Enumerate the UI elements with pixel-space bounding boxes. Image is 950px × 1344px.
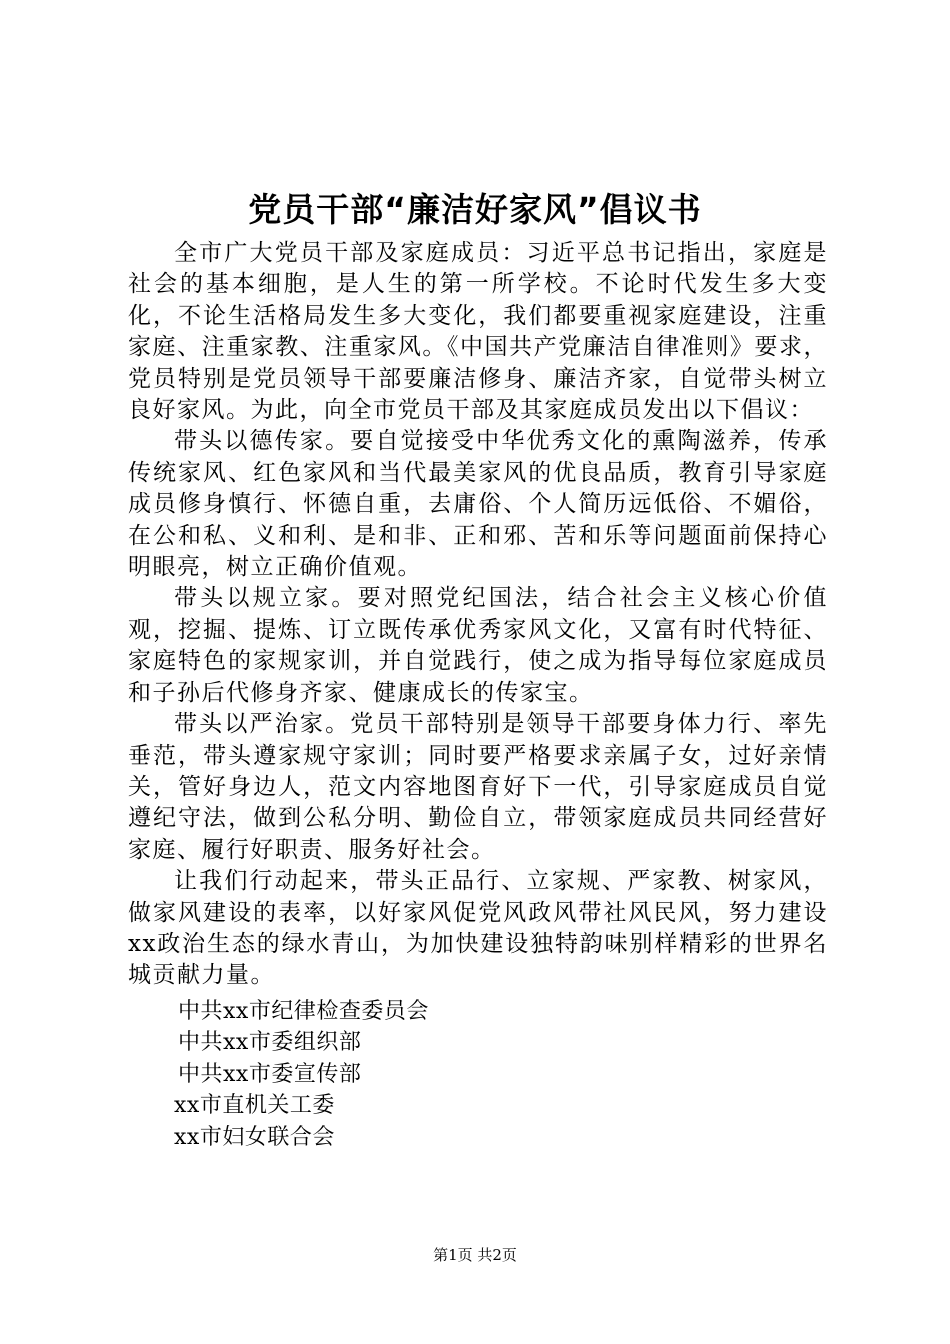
signature-list xyxy=(174,996,429,1153)
paragraph-strict: 带头以严治家。党员干部特别是领导干部要身体力行、率先垂范，带头遵家规守家训；同时要严格要求亲属子女，过好亲情关，管好身边人，范文内容地图育好下一代，引导家庭成员自觉遵纪守法，做到公私分明、勤俭自立，带领家庭成员共同经营好家庭、履行好职责、服务好社会。 xyxy=(128,711,828,863)
paragraph-call-to-action: 让我们行动起来，带头正品行、立家规、严家教、树家风，做家风建设的表率，以好家风促党风政风带社风民风，努力建设xx政治生态的绿水青山，为加快建设独特韵味别样精彩的世界名城贡献力量。 xyxy=(128,868,828,989)
signature-organs-work-committee: xx市直机关工委 xyxy=(174,1093,335,1119)
signature-discipline-commission: 中共xx市纪律检查委员会 xyxy=(178,999,429,1024)
document-title: 党员干部“廉洁好家风”倡议书 xyxy=(248,190,702,229)
paragraph-rules: 带头以规立家。要对照党纪国法，结合社会主义核心价值观，挖掘、提炼、订立既传承优秀家风文化，又富有时代特征、家庭特色的家规家训，并自觉践行，使之成为指导每位家庭成员和子孙后代修身齐家、健康成长的传家宝。 xyxy=(128,585,828,706)
signature-womens-federation: xx市妇女联合会 xyxy=(174,1124,335,1150)
paragraph-virtue: 带头以德传家。要自觉接受中华优秀文化的熏陶滋养，传承传统家风、红色家风和当代最美家风的优良品质，教育引导家庭成员修身慎行、怀德自重，去庸俗、个人简历远低俗、不媚俗，在公和私、义和利、是和非、正和邪、苦和乐等问题面前保持心明眼亮，树立正确价值观。 xyxy=(128,428,828,581)
signature-publicity-dept: 中共xx市委宣传部 xyxy=(178,1061,362,1087)
signature-organization-dept: 中共xx市委组织部 xyxy=(178,1030,362,1056)
page-footer: 第1页 共2页 xyxy=(433,1246,517,1264)
document-body xyxy=(128,238,828,992)
paragraph-intro: 全市广大党员干部及家庭成员：习近平总书记指出，家庭是社会的基本细胞，是人生的第一所学校。不论时代发生多大变化，不论生活格局发生多大变化，我们都要重视家庭建设，注重家庭、注重家教、注重家风。《中国共产党廉洁自律准则》要求，党员特别是党员领导干部要廉洁修身、廉洁齐家，自觉带头树立良好家风。为此，向全市党员干部及其家庭成员发出以下倡议： xyxy=(128,240,828,424)
